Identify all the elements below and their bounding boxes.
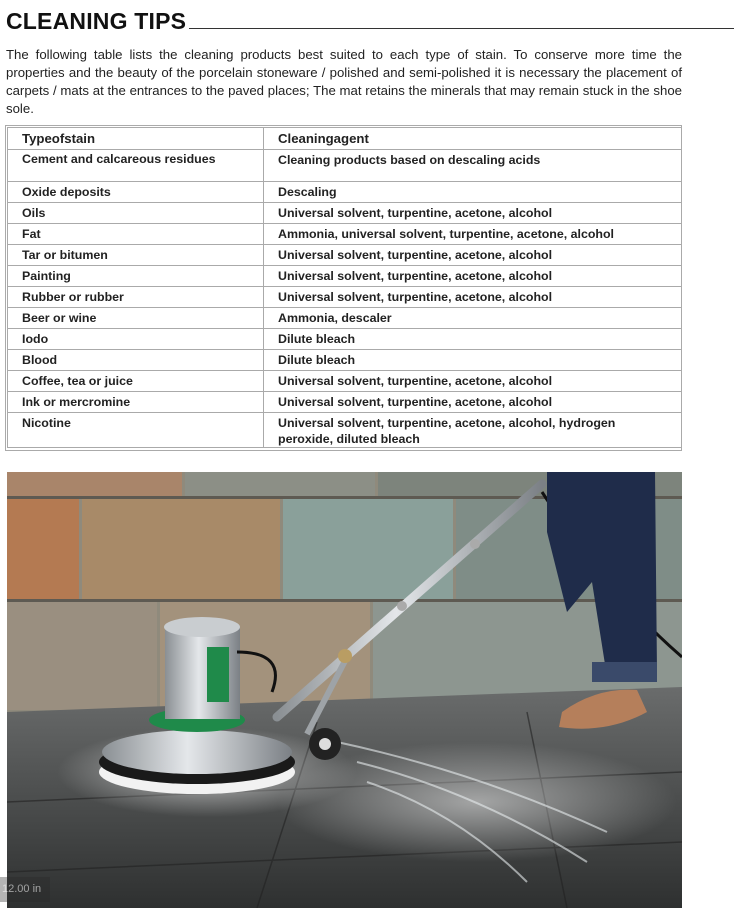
stain-cell: Oxide deposits (8, 182, 264, 203)
table-header-row (8, 128, 682, 150)
agent-cell: Dilute bleach (264, 329, 682, 350)
table-row (8, 329, 682, 350)
table-row (8, 245, 682, 266)
stain-cell: Tar or bitumen (8, 245, 264, 266)
cleaning-table (7, 127, 682, 448)
floor-scrubbing-photo (7, 472, 682, 908)
table-row (8, 350, 682, 371)
table-row (8, 308, 682, 329)
column-header-agent: Cleaningagent (264, 128, 682, 150)
title-underline (189, 28, 734, 29)
intro-paragraph: The following table lists the cleaning products best suited to each type of stain. To conserve more time the properties and the beauty of the porcelain stoneware / polished and semi-polished it is necessary the placement of carpets / mats at the entrances to the paved places; The mat retains the minerals that may remain stuck in the shoe sole. (6, 47, 682, 116)
stain-cell: Ink or mercromine (8, 392, 264, 413)
table-row (8, 392, 682, 413)
agent-cell: Universal solvent, turpentine, acetone, alcohol (264, 392, 682, 413)
table-row (8, 266, 682, 287)
agent-cell: Dilute bleach (264, 350, 682, 371)
agent-cell: Cleaning products based on descaling acids (264, 150, 682, 182)
page-header (6, 4, 734, 34)
page-title: CLEANING TIPS (6, 8, 187, 34)
agent-cell: Ammonia, descaler (264, 308, 682, 329)
stain-cell: Beer or wine (8, 308, 264, 329)
table-row (8, 182, 682, 203)
table-row (8, 413, 682, 448)
agent-cell: Ammonia, universal solvent, turpentine, acetone, alcohol (264, 224, 682, 245)
stain-cell: Nicotine (8, 413, 264, 448)
agent-cell: Universal solvent, turpentine, acetone, alcohol (264, 245, 682, 266)
zoom-indicator: 12.00 in (0, 877, 50, 902)
stain-cell: Coffee, tea or juice (8, 371, 264, 392)
table-row (8, 203, 682, 224)
agent-cell: Universal solvent, turpentine, acetone, alcohol (264, 266, 682, 287)
table-row (8, 224, 682, 245)
stain-cell: Oils (8, 203, 264, 224)
column-header-stain: Typeofstain (8, 128, 264, 150)
stain-cell: Blood (8, 350, 264, 371)
table-row (8, 371, 682, 392)
stain-cell: Painting (8, 266, 264, 287)
agent-cell: Descaling (264, 182, 682, 203)
agent-cell: Universal solvent, turpentine, acetone, alcohol, hydrogen peroxide, diluted bleach (264, 413, 682, 448)
agent-cell: Universal solvent, turpentine, acetone, alcohol (264, 203, 682, 224)
table-row (8, 150, 682, 182)
stain-cell: Rubber or rubber (8, 287, 264, 308)
agent-cell: Universal solvent, turpentine, acetone, alcohol (264, 287, 682, 308)
stain-cell: Cement and calcareous residues (8, 150, 264, 182)
photo-illustration (7, 472, 682, 908)
stain-cell: Iodo (8, 329, 264, 350)
table-row (8, 287, 682, 308)
stain-cell: Fat (8, 224, 264, 245)
agent-cell: Universal solvent, turpentine, acetone, alcohol (264, 371, 682, 392)
